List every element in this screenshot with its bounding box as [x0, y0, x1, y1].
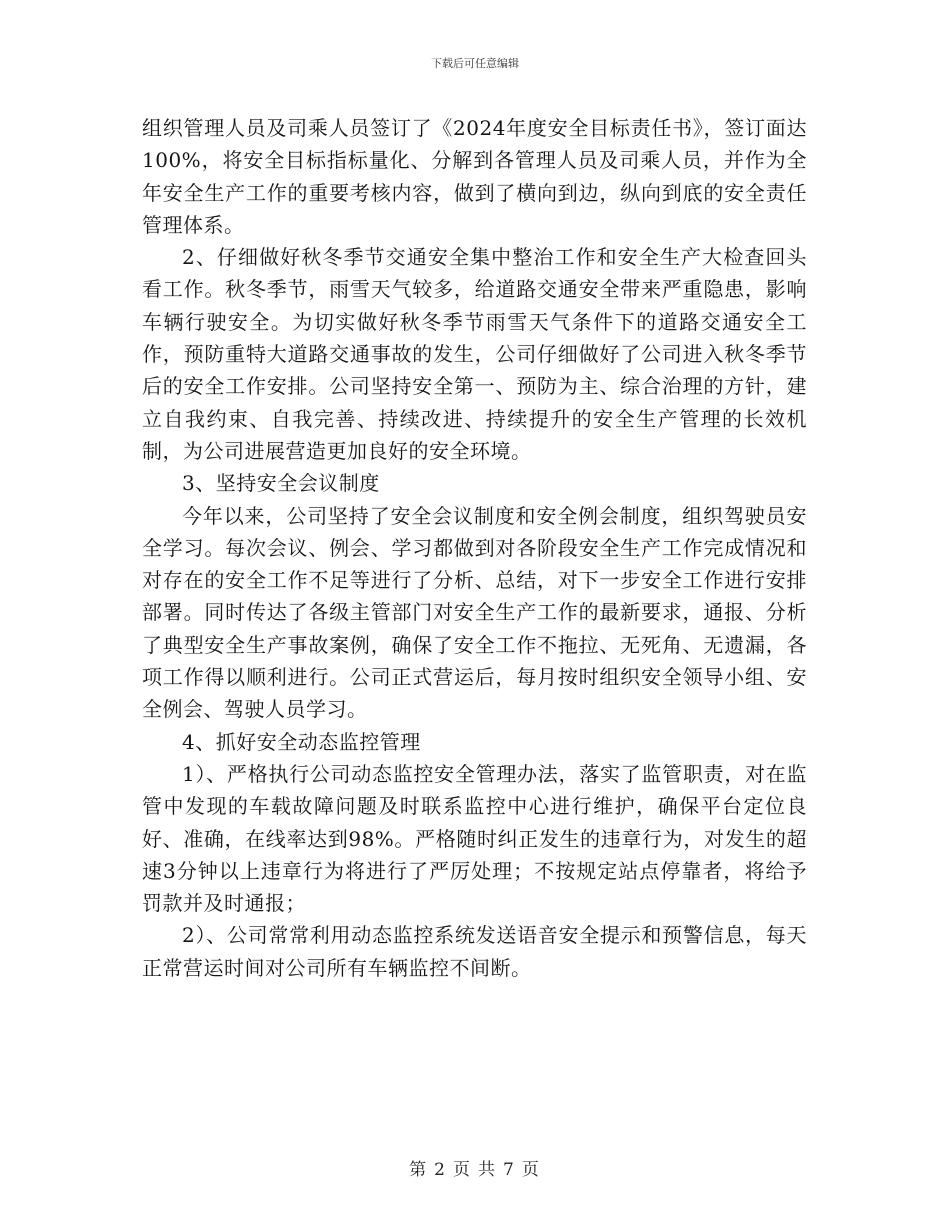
footer-word-ye-2: 页 [521, 1160, 541, 1180]
page-header-note: 下载后可任意编辑 [431, 57, 519, 70]
paragraph: 2）、公司常常利用动态监控系统发送语音安全提示和预警信息，每天正常营运时间对公司所有车辆监控不间断。 [142, 923, 807, 980]
page-footer [0, 1155, 950, 1180]
footer-word-page: 第 [409, 1160, 429, 1180]
paragraph: 2、仔细做好秋冬季节交通安全集中整治工作和安全生产大检查回头看工作。秋冬季节，雨雪天气较多，给道路交通安全带来严重隐患，影响车辆行驶安全。为切实做好秋冬季节雨雪天气条件下的道路交通安全工作，预防重特大道路交通事故的发生，公司仔细做好了公司进入秋冬季节后的安全工作安排。公司坚持安全第一、预防为主、综合治理的方针，建立自我约束、自我完善、持续改进、持续提升的安全生产管理的长效机制，为公司进展营造更加良好的安全环境。 [142, 245, 807, 463]
section-heading: 3、坚持安全会议制度 [182, 471, 380, 496]
footer-word-total: 共 [478, 1160, 497, 1180]
current-page-number: 2 [434, 1160, 447, 1180]
document-body [142, 112, 807, 984]
paragraph: 组织管理人员及司乘人员签订了《2024年度安全目标责任书》，签订面达100%，将安全目标指标量化、分解到各管理人员及司乘人员，并作为全年安全生产工作的重要考核内容，做到了横向到边，纵向到底的安全责任管理体系。 [142, 116, 807, 237]
paragraph: 1）、严格执行公司动态监控安全管理办法，落实了监管职责，对在监管中发现的车载故障问题及时联系监控中心进行维护，确保平台定位良好、准确，在线率达到98%。严格随时纠正发生的违章行为，对发生的超速3分钟以上违章行为将进行了严厉处理；不按规定站点停靠者，将给予罚款并及时通报； [142, 761, 807, 916]
total-pages-number: 7 [503, 1160, 516, 1180]
section-heading: 4、抓好安全动态监控管理 [182, 729, 421, 754]
footer-word-ye: 页 [453, 1160, 472, 1180]
paragraph: 今年以来，公司坚持了安全会议制度和安全例会制度，组织驾驶员安全学习。每次会议、例会、学习都做到对各阶段安全生产工作完成情况和对存在的安全工作不足等进行了分析、总结，对下一步安全工作进行安排部署。同时传达了各级主管部门对安全生产工作的最新要求，通报、分析了典型安全生产事故案例，确保了安全工作不拖拉、无死角、无遗漏，各项工作得以顺利进行。公司正式营运后，每月按时组织安全领导小组、安全例会、驾驶人员学习。 [142, 503, 807, 722]
